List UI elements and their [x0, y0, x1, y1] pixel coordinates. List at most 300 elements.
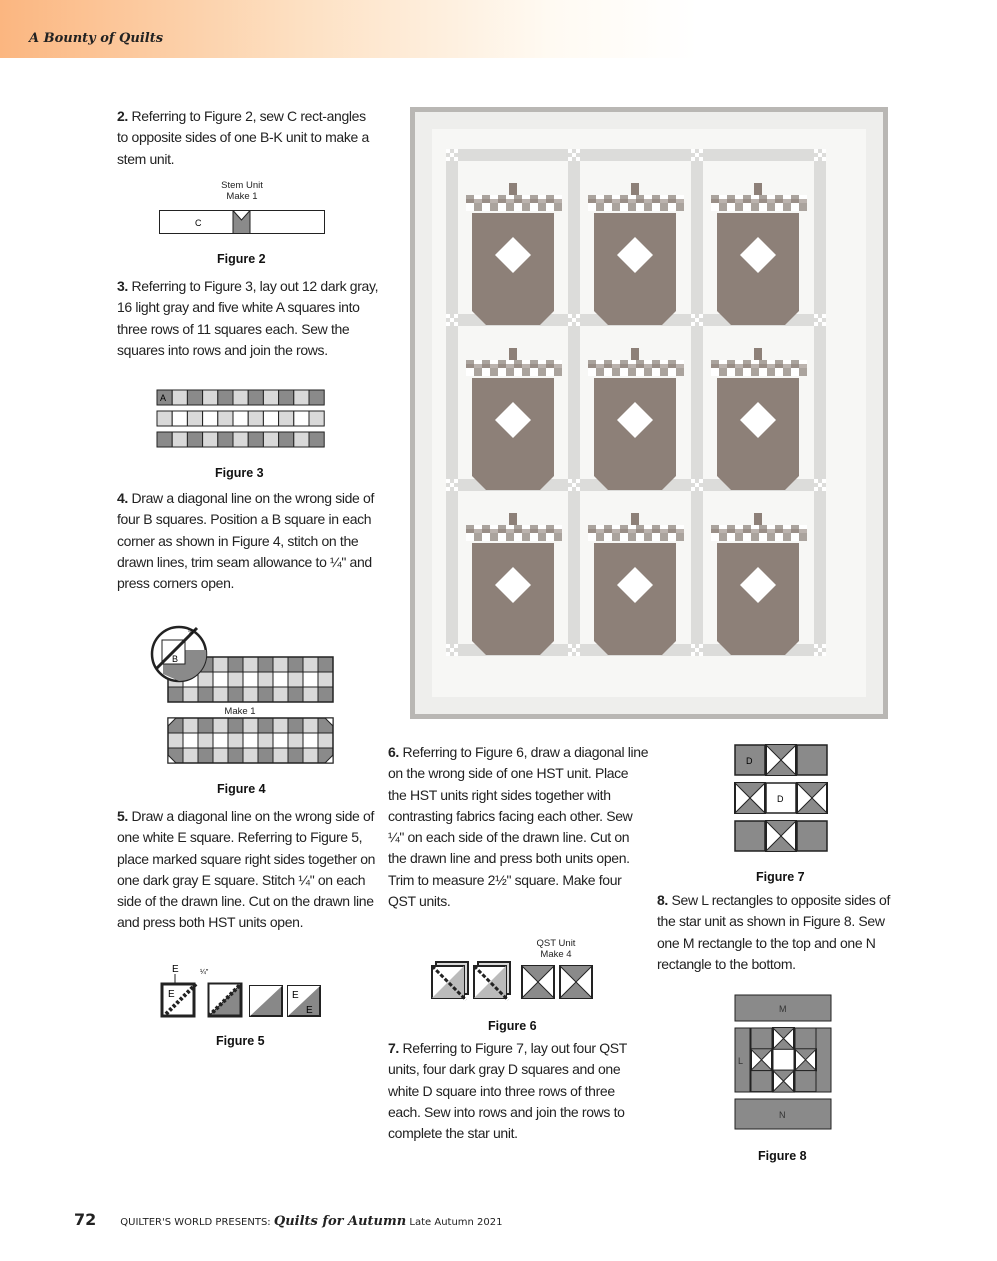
- acorn-cap-check: [482, 533, 490, 541]
- acorn-stem: [631, 183, 639, 195]
- acorn-cap-check: [612, 203, 620, 211]
- square: [198, 672, 213, 687]
- square: [157, 432, 172, 447]
- svg-text:E: E: [168, 989, 175, 1000]
- acorn-cap-check: [751, 533, 759, 541]
- square: [279, 432, 294, 447]
- square: [318, 657, 333, 672]
- acorn-cap-check: [783, 533, 791, 541]
- square: [248, 432, 263, 447]
- acorn-cap-check: [636, 368, 644, 376]
- cornerstone: [446, 149, 450, 153]
- figure-2-diagram: [159, 210, 325, 234]
- cornerstone: [576, 652, 580, 656]
- acorn-cap-check: [759, 203, 767, 211]
- figure-7-caption: Figure 7: [756, 870, 805, 884]
- acorn-cap-check: [783, 203, 791, 211]
- star-center: [749, 411, 767, 429]
- acorn-cap-check: [530, 203, 538, 211]
- square: [203, 390, 218, 405]
- square: [288, 672, 303, 687]
- cornerstone: [822, 322, 826, 326]
- cornerstone: [576, 487, 580, 491]
- acorn-cap-check: [474, 368, 482, 376]
- cornerstone: [691, 314, 695, 318]
- acorn-cap-check: [668, 368, 676, 376]
- acorn-cap-check: [490, 533, 498, 541]
- acorn-cap-check: [767, 203, 775, 211]
- cornerstone: [568, 644, 572, 648]
- cornerstone: [446, 487, 450, 491]
- acorn-cap-check: [799, 533, 807, 541]
- acorn-cap-check: [644, 203, 652, 211]
- square: [303, 657, 318, 672]
- acorn-cap-check: [668, 203, 676, 211]
- cornerstone: [454, 322, 458, 326]
- svg-text:E: E: [306, 1005, 313, 1016]
- acorn-cap-check: [676, 203, 684, 211]
- acorn-cap-check: [735, 533, 743, 541]
- figure-5-caption: Figure 5: [216, 1034, 265, 1048]
- sashing-vertical: [691, 149, 703, 656]
- acorn-cap-check: [735, 368, 743, 376]
- acorn-cap-check: [498, 533, 506, 541]
- square: [273, 748, 288, 763]
- cornerstone: [568, 652, 572, 656]
- square: [263, 411, 278, 426]
- cornerstone: [454, 149, 458, 153]
- square: [228, 657, 243, 672]
- step-2: 2. Referring to Figure 2, sew C rect-angles to opposite sides of one B-K unit to make a stem unit.: [117, 108, 369, 167]
- cornerstone: [814, 322, 818, 326]
- acorn-cap-check: [522, 203, 530, 211]
- cornerstone: [822, 652, 826, 656]
- star-center: [504, 576, 522, 594]
- square: [198, 687, 213, 702]
- cornerstone: [699, 479, 703, 483]
- square: [172, 411, 187, 426]
- acorn-cap-check: [546, 533, 554, 541]
- acorn-cap-check: [775, 203, 783, 211]
- step-4: 4. Draw a diagonal line on the wrong side of four B squares. Position a B square in each corner as shown in Figure 4, stitch on the drawn lines, trim seam allowance to ¼" and press corners open.: [117, 490, 375, 592]
- square: [258, 748, 273, 763]
- square: [318, 733, 333, 748]
- acorn-stem: [509, 183, 517, 195]
- square: [248, 390, 263, 405]
- acorn-stem: [631, 513, 639, 525]
- square: [218, 432, 233, 447]
- cornerstone: [814, 314, 818, 318]
- square: [233, 390, 248, 405]
- cornerstone: [695, 153, 699, 157]
- acorn-cap-check: [620, 533, 628, 541]
- square: [258, 657, 273, 672]
- square: [288, 657, 303, 672]
- cornerstone: [446, 157, 450, 161]
- cornerstone: [699, 314, 703, 318]
- acorn-cap-check: [628, 368, 636, 376]
- cornerstone: [822, 644, 826, 648]
- acorn-cap-check: [636, 203, 644, 211]
- square: [258, 718, 273, 733]
- cornerstone: [576, 322, 580, 326]
- cornerstone: [691, 652, 695, 656]
- cornerstone: [691, 157, 695, 161]
- figure-3-caption: Figure 3: [215, 466, 264, 480]
- cornerstone: [695, 318, 699, 322]
- square: [263, 390, 278, 405]
- square: [263, 432, 278, 447]
- acorn-cap-check: [546, 203, 554, 211]
- cornerstone: [699, 157, 703, 161]
- acorn-cap-check: [588, 203, 596, 211]
- cornerstone: [699, 487, 703, 491]
- square: [187, 390, 202, 405]
- acorn-cap-check: [775, 533, 783, 541]
- acorn-cap-check: [644, 368, 652, 376]
- label-l: L: [738, 1056, 744, 1066]
- cornerstone: [691, 149, 695, 153]
- sashing-vertical: [568, 149, 580, 656]
- acorn-cap-check: [596, 368, 604, 376]
- acorn-cap-check: [554, 533, 562, 541]
- step-3: 3. Referring to Figure 3, lay out 12 dark gray, 16 light gray and five white A squares into three rows of 11 squares each. Sew the squares into rows and join the rows.: [117, 278, 379, 358]
- cornerstone: [450, 483, 454, 487]
- label-d: D: [746, 756, 753, 766]
- label-d: D: [777, 794, 784, 804]
- page-number: 72: [74, 1210, 97, 1229]
- acorn-cap-check: [743, 368, 751, 376]
- acorn-cap-check: [530, 533, 538, 541]
- star-center: [626, 246, 644, 264]
- acorn-cap-check: [620, 368, 628, 376]
- acorn-cap-check: [514, 203, 522, 211]
- acorn-cap-check: [490, 203, 498, 211]
- acorn-cap-check: [668, 533, 676, 541]
- acorn-cap-check: [498, 368, 506, 376]
- square: [258, 672, 273, 687]
- acorn-cap-check: [588, 368, 596, 376]
- acorn-stem: [754, 513, 762, 525]
- cornerstone: [814, 479, 818, 483]
- cornerstone: [814, 487, 818, 491]
- square: [187, 411, 202, 426]
- acorn-cap-check: [466, 533, 474, 541]
- acorn-cap-check: [652, 533, 660, 541]
- square: [243, 672, 258, 687]
- square: [318, 672, 333, 687]
- figure-6-diagram: [432, 962, 594, 1002]
- acorn-cap-check: [660, 533, 668, 541]
- label-quarter: ¼": [200, 969, 209, 976]
- square: [213, 687, 228, 702]
- square: [318, 687, 333, 702]
- square: [228, 733, 243, 748]
- cornerstone: [572, 153, 576, 157]
- cornerstone: [454, 157, 458, 161]
- cornerstone: [450, 648, 454, 652]
- acorn-cap-check: [767, 368, 775, 376]
- d-square: [751, 1071, 772, 1092]
- star-center: [749, 246, 767, 264]
- acorn-cap-check: [596, 533, 604, 541]
- square: [258, 687, 273, 702]
- acorn-cap-check: [604, 533, 612, 541]
- acorn-cap-check: [767, 533, 775, 541]
- acorn-cap-check: [498, 203, 506, 211]
- figure-7-diagram: [735, 745, 829, 855]
- d-square: [795, 1071, 816, 1092]
- square: [258, 733, 273, 748]
- cornerstone: [814, 644, 818, 648]
- acorn-stem: [509, 348, 517, 360]
- cornerstone: [695, 483, 699, 487]
- magazine-title: Quilts for Autumn: [273, 1214, 407, 1229]
- quilt-photo: [410, 107, 888, 719]
- acorn-cap-check: [506, 203, 514, 211]
- cornerstone: [568, 487, 572, 491]
- square: [183, 718, 198, 733]
- cornerstone: [568, 322, 572, 326]
- sashing-horizontal: [446, 149, 826, 161]
- cornerstone: [568, 479, 572, 483]
- square: [168, 687, 183, 702]
- step-8: 8. Sew L rectangles to opposite sides of the star unit as shown in Figure 8. Sew one M rectangle to the top and one N rectangle to the bottom.: [657, 892, 890, 972]
- acorn-cap-check: [759, 368, 767, 376]
- square: [198, 748, 213, 763]
- figure-6-caption: Figure 6: [488, 1019, 537, 1033]
- square: [279, 411, 294, 426]
- acorn-cap-check: [628, 533, 636, 541]
- square: [248, 411, 263, 426]
- acorn-cap-check: [628, 203, 636, 211]
- figure-5-diagram: [160, 962, 320, 1018]
- acorn-stem: [754, 348, 762, 360]
- d-square: [797, 745, 827, 775]
- square: [228, 718, 243, 733]
- square: [218, 411, 233, 426]
- acorn-cap-check: [791, 533, 799, 541]
- label-quarter: ¼": [188, 630, 196, 636]
- square: [228, 687, 243, 702]
- star-center: [626, 576, 644, 594]
- cornerstone: [576, 157, 580, 161]
- square: [243, 687, 258, 702]
- square: [273, 687, 288, 702]
- acorn-cap-check: [604, 203, 612, 211]
- cornerstone: [446, 322, 450, 326]
- square: [309, 432, 324, 447]
- square: [309, 390, 324, 405]
- section-title: A Bounty of Quilts: [29, 31, 164, 46]
- acorn-cap-check: [514, 368, 522, 376]
- cornerstone: [699, 149, 703, 153]
- cornerstone: [699, 322, 703, 326]
- cornerstone: [814, 157, 818, 161]
- acorn-stem: [509, 513, 517, 525]
- cornerstone: [454, 652, 458, 656]
- square: [213, 748, 228, 763]
- square: [183, 748, 198, 763]
- square: [243, 718, 258, 733]
- label-e: E: [172, 964, 179, 975]
- acorn-stem: [631, 348, 639, 360]
- cornerstone: [822, 314, 826, 318]
- square: [213, 672, 228, 687]
- cornerstone: [572, 318, 576, 322]
- acorn-cap-check: [676, 368, 684, 376]
- acorn-cap-check: [636, 533, 644, 541]
- square: [168, 733, 183, 748]
- square: [213, 733, 228, 748]
- footer: 72 QUILTER'S WORLD PRESENTS: Quilts for Autumn Late Autumn 2021: [74, 1210, 503, 1229]
- square: [228, 748, 243, 763]
- cornerstone: [818, 153, 822, 157]
- acorn-cap-check: [554, 203, 562, 211]
- square: [309, 411, 324, 426]
- sashing-vertical: [814, 149, 826, 656]
- fig6-title: QST Unit Make 4: [536, 938, 576, 960]
- acorn-cap-check: [660, 368, 668, 376]
- cornerstone: [454, 314, 458, 318]
- cornerstone: [818, 648, 822, 652]
- acorn-cap-check: [676, 533, 684, 541]
- acorn-stem: [754, 183, 762, 195]
- square: [172, 432, 187, 447]
- square: [233, 432, 248, 447]
- square: [218, 390, 233, 405]
- square: [303, 748, 318, 763]
- d-square: [795, 1028, 816, 1049]
- figure-8-caption: Figure 8: [758, 1149, 807, 1163]
- cornerstone: [699, 652, 703, 656]
- acorn-cap-check: [719, 533, 727, 541]
- cornerstone: [576, 479, 580, 483]
- square: [243, 657, 258, 672]
- acorn-cap-check: [719, 368, 727, 376]
- square: [198, 718, 213, 733]
- square: [233, 411, 248, 426]
- acorn-cap-check: [474, 533, 482, 541]
- figure-3-diagram: [157, 390, 325, 448]
- acorn-cap-check: [652, 368, 660, 376]
- acorn-cap-check: [660, 203, 668, 211]
- acorn-cap-check: [751, 368, 759, 376]
- figure-4-caption: Figure 4: [217, 782, 266, 796]
- acorn-cap-check: [482, 203, 490, 211]
- cornerstone: [568, 149, 572, 153]
- sashing-vertical: [446, 149, 458, 656]
- label-m: M: [779, 1004, 787, 1014]
- step-7: 7. Referring to Figure 7, lay out four QST units, four dark gray D squares and one white D square into three rows of three each. Sew into rows and join the rows to complete the star unit.: [388, 1040, 627, 1142]
- cornerstone: [446, 314, 450, 318]
- square: [198, 733, 213, 748]
- acorn-cap-check: [522, 533, 530, 541]
- label-b: B: [172, 654, 179, 664]
- acorn-cap-check: [538, 203, 546, 211]
- acorn-cap-check: [514, 533, 522, 541]
- acorn-cap-check: [554, 368, 562, 376]
- acorn-cap-check: [538, 368, 546, 376]
- square: [273, 718, 288, 733]
- cornerstone: [454, 487, 458, 491]
- square: [183, 687, 198, 702]
- square: [183, 733, 198, 748]
- cornerstone: [576, 314, 580, 318]
- square: [213, 657, 228, 672]
- acorn-cap-check: [799, 203, 807, 211]
- square: [303, 687, 318, 702]
- cornerstone: [450, 153, 454, 157]
- acorn-cap-check: [791, 203, 799, 211]
- star-center: [626, 411, 644, 429]
- acorn-cap-check: [711, 533, 719, 541]
- acorn-cap-check: [538, 533, 546, 541]
- cornerstone: [446, 652, 450, 656]
- acorn-cap-check: [482, 368, 490, 376]
- step-6: 6. Referring to Figure 6, draw a diagonal line on the wrong side of one HST unit. Place the HST units right sides together with contrasting fabrics facing each other. Sew ¼" on each side of the drawn line. Cut on the drawn line and press both units open. Trim to measure 2½" square. Make four QST units.: [388, 744, 649, 910]
- acorn-cap-check: [727, 203, 735, 211]
- cornerstone: [572, 483, 576, 487]
- acorn-cap-check: [596, 203, 604, 211]
- acorn-cap-check: [620, 203, 628, 211]
- cornerstone: [576, 644, 580, 648]
- cornerstone: [691, 644, 695, 648]
- square: [157, 411, 172, 426]
- acorn-cap-check: [530, 368, 538, 376]
- acorn-cap-check: [727, 368, 735, 376]
- cornerstone: [695, 648, 699, 652]
- acorn-cap-check: [644, 533, 652, 541]
- star-center: [749, 576, 767, 594]
- acorn-cap-check: [759, 533, 767, 541]
- d-square: [773, 1049, 794, 1070]
- acorn-cap-check: [522, 368, 530, 376]
- acorn-cap-check: [466, 203, 474, 211]
- square: [288, 718, 303, 733]
- d-square: [797, 821, 827, 851]
- cornerstone: [818, 318, 822, 322]
- square: [288, 748, 303, 763]
- square: [243, 748, 258, 763]
- square: [203, 432, 218, 447]
- square: [294, 411, 309, 426]
- square: [288, 687, 303, 702]
- cornerstone: [446, 644, 450, 648]
- cornerstone: [568, 314, 572, 318]
- cornerstone: [814, 652, 818, 656]
- acorn-cap-check: [783, 368, 791, 376]
- cornerstone: [818, 483, 822, 487]
- label-a: A: [160, 393, 167, 403]
- cornerstone: [691, 322, 695, 326]
- d-square: [751, 1028, 772, 1049]
- cornerstone: [691, 479, 695, 483]
- cornerstone: [446, 479, 450, 483]
- cornerstone: [822, 487, 826, 491]
- cornerstone: [454, 644, 458, 648]
- figure-2-caption: Figure 2: [217, 252, 266, 266]
- acorn-cap-check: [490, 368, 498, 376]
- fig4-make: Make 1: [224, 706, 256, 717]
- cornerstone: [699, 644, 703, 648]
- square: [273, 657, 288, 672]
- acorn-cap-check: [735, 203, 743, 211]
- acorn-cap-check: [711, 203, 719, 211]
- d-square: [735, 821, 765, 851]
- square: [303, 733, 318, 748]
- acorn-cap-check: [727, 533, 735, 541]
